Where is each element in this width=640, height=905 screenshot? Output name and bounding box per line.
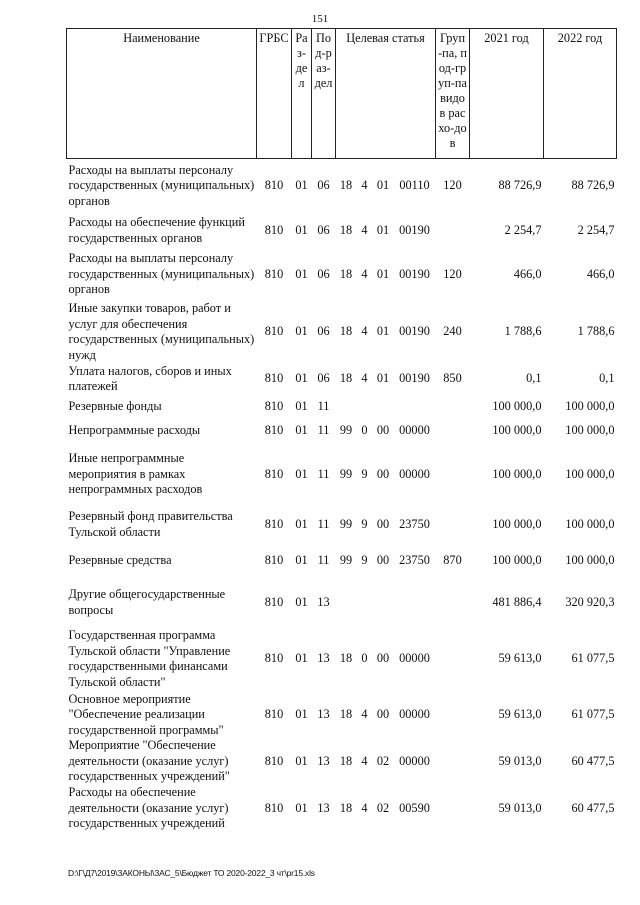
row-expense-group	[436, 785, 470, 832]
header-subsection: Под-раз-дел	[312, 29, 336, 159]
row-expense-group	[436, 419, 470, 443]
row-target-direction	[394, 395, 436, 419]
row-amount-2021: 100 000,0	[492, 422, 542, 437]
row-target-event: 02	[376, 753, 390, 768]
row-target-event	[373, 579, 394, 627]
page-number: 151	[311, 13, 329, 25]
table-row	[67, 364, 617, 395]
row-target-program: 18	[339, 371, 353, 386]
row-expense-group	[436, 213, 470, 249]
row-grbs: 810	[264, 466, 284, 481]
row-target-direction: 00590	[399, 800, 430, 815]
row-section: 01	[295, 398, 308, 413]
table-row	[67, 543, 617, 579]
row-target-subprogram: 4	[361, 222, 368, 237]
row-amount-2021: 100 000,0	[492, 398, 542, 413]
row-section: 01	[295, 707, 308, 721]
row-amount-2021: 59 613,0	[498, 707, 542, 721]
row-name: Непрограммные расходы	[68, 422, 201, 437]
row-amount-2022: 100 000,0	[565, 466, 615, 481]
row-target-program: 18	[339, 266, 353, 281]
row-subsection: 13	[317, 800, 330, 815]
row-grbs: 810	[264, 422, 284, 437]
row-subsection: 11	[317, 466, 330, 481]
row-target-subprogram: 4	[361, 266, 368, 281]
row-section: 01	[295, 594, 308, 609]
row-target-direction: 00000	[399, 466, 430, 481]
row-expense-group	[436, 579, 470, 627]
row-target-event: 01	[376, 266, 390, 281]
row-amount-2021: 100 000,0	[492, 516, 542, 531]
table-row	[67, 785, 617, 832]
header-name: Наименование	[67, 29, 257, 159]
row-target-program: 99	[339, 422, 353, 437]
row-amount-2021: 2 254,7	[504, 222, 542, 237]
row-expense-group: 120	[443, 178, 462, 192]
row-amount-2021: 100 000,0	[492, 466, 542, 481]
row-target-program: 18	[339, 753, 353, 768]
row-amount-2022: 88 726,9	[571, 178, 615, 192]
budget-table	[66, 28, 617, 832]
row-section: 01	[295, 266, 308, 281]
row-target-direction: 00190	[399, 222, 430, 237]
table-row	[67, 159, 617, 213]
row-amount-2021: 481 886,4	[492, 594, 542, 609]
row-expense-group	[436, 692, 470, 739]
row-target-event: 01	[376, 371, 390, 386]
row-target-event	[373, 395, 394, 419]
header-group: Груп-па, под-груп-па видов расхо-дов	[436, 29, 470, 159]
row-amount-2021: 100 000,0	[492, 552, 542, 567]
row-amount-2022: 61 077,5	[571, 651, 615, 666]
row-target-subprogram: 4	[361, 753, 368, 768]
footer-file-path: D:\Г\Д7\2019\ЗАКОНЫ\ЗАС_5\Бюджет ТО 2020-2022_3 чт\pr15.xls	[68, 868, 315, 878]
row-expense-group	[436, 443, 470, 507]
row-subsection: 06	[317, 266, 330, 281]
row-target-subprogram: 4	[361, 800, 368, 815]
row-target-program: 99	[339, 466, 353, 481]
row-subsection: 11	[317, 552, 330, 567]
table-row	[67, 395, 617, 419]
row-amount-2021: 59 013,0	[498, 753, 542, 768]
row-subsection: 06	[317, 371, 330, 386]
header-grbs: ГРБС	[257, 29, 292, 159]
row-target-subprogram: 9	[361, 516, 368, 531]
row-name: Резервные фонды	[68, 398, 162, 413]
row-amount-2022: 466,0	[586, 266, 615, 281]
row-subsection: 13	[317, 707, 330, 721]
row-target-subprogram: 4	[361, 178, 368, 192]
row-target-subprogram: 0	[361, 422, 368, 437]
table-row	[67, 301, 617, 364]
row-grbs: 810	[264, 222, 284, 237]
header-target: Целевая статья	[336, 29, 436, 159]
row-target-program: 18	[339, 707, 353, 721]
row-expense-group: 120	[443, 266, 462, 281]
row-target-subprogram: 9	[361, 552, 368, 567]
row-section: 01	[295, 371, 308, 386]
row-section: 01	[295, 753, 308, 768]
row-expense-group: 240	[443, 324, 462, 339]
header-section: Раз-дел	[292, 29, 312, 159]
row-section: 01	[295, 552, 308, 567]
row-section: 01	[295, 466, 308, 481]
row-section: 01	[295, 800, 308, 815]
header-year-2021: 2021 год	[470, 29, 544, 159]
row-subsection: 13	[317, 594, 330, 609]
row-subsection: 06	[317, 222, 330, 237]
row-amount-2022: 100 000,0	[565, 516, 615, 531]
row-subsection: 13	[317, 651, 330, 666]
row-amount-2022: 60 477,5	[571, 753, 615, 768]
row-target-event: 00	[376, 422, 390, 437]
table-row	[67, 443, 617, 507]
table-row	[67, 213, 617, 249]
row-target-direction: 23750	[399, 516, 430, 531]
row-subsection: 11	[317, 422, 330, 437]
row-target-subprogram: 0	[361, 651, 368, 666]
header-year-2022: 2022 год	[544, 29, 617, 159]
row-grbs: 810	[264, 707, 284, 721]
row-target-event: 01	[376, 178, 390, 192]
row-target-program: 18	[339, 222, 353, 237]
row-grbs: 810	[264, 324, 284, 339]
row-expense-group	[436, 395, 470, 419]
row-target-subprogram: 4	[361, 707, 368, 721]
row-subsection: 11	[317, 398, 330, 413]
row-expense-group	[436, 627, 470, 692]
table-row	[67, 692, 617, 739]
table-header-row	[67, 29, 617, 159]
row-target-program: 18	[339, 651, 353, 666]
row-target-subprogram: 4	[361, 324, 368, 339]
row-target-program: 99	[339, 552, 353, 567]
row-amount-2022: 100 000,0	[565, 422, 615, 437]
row-amount-2022: 2 254,7	[577, 222, 615, 237]
row-target-direction: 00190	[399, 371, 430, 386]
row-expense-group	[436, 738, 470, 785]
row-expense-group	[436, 507, 470, 543]
row-grbs: 810	[264, 552, 284, 567]
row-target-program: 18	[339, 178, 353, 192]
row-amount-2022: 0,1	[599, 371, 615, 386]
row-grbs: 810	[264, 398, 284, 413]
row-target-event: 00	[376, 651, 390, 666]
table-row	[67, 738, 617, 785]
row-grbs: 810	[264, 651, 284, 666]
row-grbs: 810	[264, 800, 284, 815]
row-target-direction: 23750	[399, 552, 430, 567]
row-target-direction: 00110	[399, 178, 430, 192]
row-target-event: 01	[376, 222, 390, 237]
row-target-event: 00	[376, 552, 390, 567]
table-row	[67, 579, 617, 627]
row-name: Иные непрограммные мероприятия в рамках непрограммных расходов	[68, 451, 203, 497]
row-name: Расходы на обеспечение деятельности (оказание услуг) государственных учреждений	[68, 785, 229, 830]
row-amount-2022: 100 000,0	[565, 398, 615, 413]
row-name: Основное мероприятие "Обеспечение реализации государственной программы"	[68, 691, 224, 737]
row-section: 01	[295, 516, 308, 531]
row-target-subprogram: 9	[361, 466, 368, 481]
row-target-program: 18	[339, 800, 353, 815]
row-target-direction: 00190	[399, 324, 430, 339]
row-amount-2021: 1 788,6	[504, 324, 542, 339]
row-subsection: 06	[317, 324, 330, 339]
table-row	[67, 507, 617, 543]
row-amount-2021: 0,1	[526, 371, 542, 386]
row-amount-2022: 60 477,5	[571, 800, 615, 815]
row-target-subprogram: 4	[361, 371, 368, 386]
row-name: Другие общегосударственные вопросы	[68, 587, 226, 617]
row-name: Расходы на выплаты персоналу государственных (муниципальных) органов	[68, 251, 255, 297]
row-grbs: 810	[264, 594, 284, 609]
row-amount-2021: 466,0	[513, 266, 542, 281]
row-amount-2022: 100 000,0	[565, 552, 615, 567]
row-name: Иные закупки товаров, работ и услуг для обеспечения государственных (муниципальных) нужд	[68, 301, 255, 362]
row-target-direction: 00000	[399, 753, 430, 768]
row-name: Уплата налогов, сборов и иных платежей	[68, 363, 232, 393]
row-target-subprogram	[357, 579, 373, 627]
row-name: Мероприятие "Обеспечение деятельности (оказание услуг) государственных учреждений"	[68, 738, 230, 784]
row-name: Расходы на обеспечение функций государственных органов	[68, 215, 245, 245]
table-row	[67, 419, 617, 443]
row-amount-2021: 59 613,0	[498, 651, 542, 666]
row-name: Государственная программа Тульской области "Управление государственными финансами Тульской области"	[68, 628, 231, 689]
row-target-direction	[394, 579, 436, 627]
row-expense-group: 870	[443, 552, 462, 567]
row-target-direction: 00190	[399, 266, 430, 281]
row-target-program: 18	[339, 324, 353, 339]
row-target-direction: 00000	[399, 422, 430, 437]
row-grbs: 810	[264, 266, 284, 281]
row-target-subprogram	[357, 395, 373, 419]
row-name: Расходы на выплаты персоналу государственных (муниципальных) органов	[68, 162, 255, 208]
row-section: 01	[295, 222, 308, 237]
row-target-event: 02	[376, 800, 390, 815]
row-target-event: 00	[376, 466, 390, 481]
row-section: 01	[295, 324, 308, 339]
row-subsection: 11	[317, 516, 330, 531]
table-row	[67, 627, 617, 692]
row-grbs: 810	[264, 516, 284, 531]
row-target-event: 00	[376, 707, 390, 721]
row-grbs: 810	[264, 371, 284, 386]
row-expense-group: 850	[443, 371, 462, 386]
row-target-event: 01	[376, 324, 390, 339]
table-body	[67, 159, 617, 832]
row-target-program: 99	[339, 516, 353, 531]
row-target-direction: 00000	[399, 707, 430, 721]
row-grbs: 810	[264, 753, 284, 768]
row-amount-2021: 88 726,9	[498, 178, 542, 192]
row-name: Резервный фонд правительства Тульской области	[68, 509, 233, 539]
row-amount-2022: 1 788,6	[577, 324, 615, 339]
row-target-direction: 00000	[399, 651, 430, 666]
row-section: 01	[295, 422, 308, 437]
row-subsection: 06	[317, 178, 330, 192]
row-amount-2022: 320 920,3	[565, 594, 615, 609]
row-amount-2022: 61 077,5	[571, 707, 615, 721]
row-grbs: 810	[264, 178, 284, 192]
row-target-event: 00	[376, 516, 390, 531]
table-row	[67, 249, 617, 301]
row-name: Резервные средства	[68, 552, 172, 567]
row-section: 01	[295, 178, 308, 192]
row-target-program	[336, 395, 357, 419]
row-section: 01	[295, 651, 308, 666]
row-amount-2021: 59 013,0	[498, 800, 542, 815]
row-target-program	[336, 579, 357, 627]
row-subsection: 13	[317, 753, 330, 768]
